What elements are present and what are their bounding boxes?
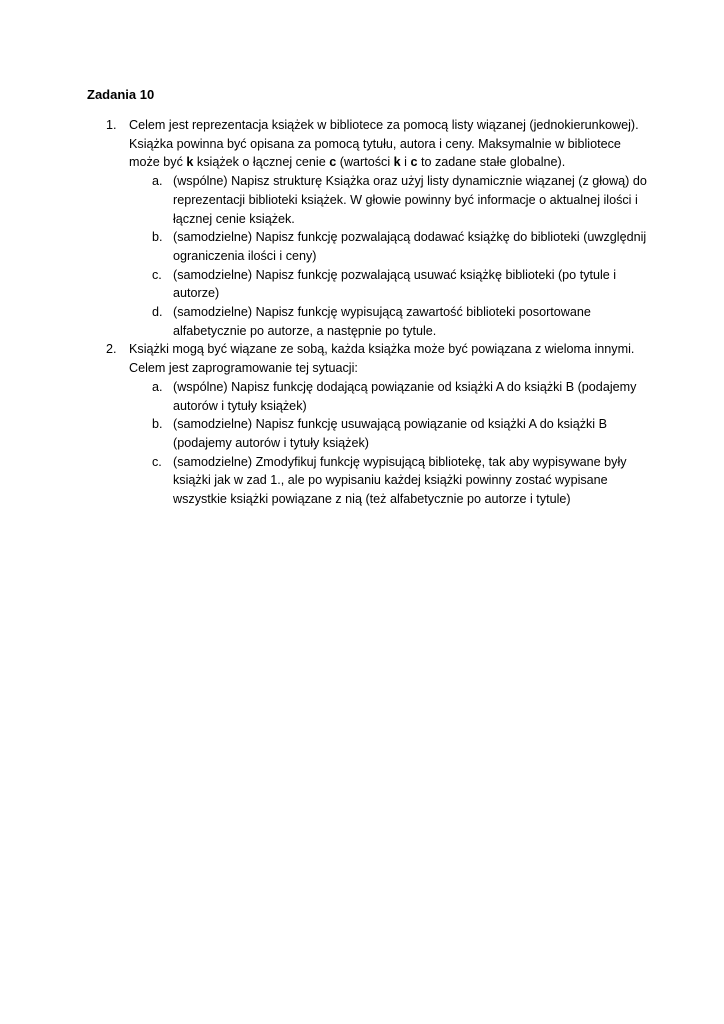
subtask-item-2b bbox=[0, 415, 639, 452]
text-fragment: i bbox=[400, 155, 411, 170]
subtask-text-line: reprezentacji biblioteki książek. W głowie powinny być informacje o aktualnej ilości i bbox=[173, 192, 638, 207]
subtask-text-line: wszystkie książki powiązane z nią (też alfabetycznie po autorze i tytule) bbox=[173, 492, 571, 507]
subtask-item-1c bbox=[0, 266, 639, 303]
subtask-text-line: autorów i tytuły książek) bbox=[173, 398, 307, 413]
bold-variable-k: k bbox=[393, 155, 401, 170]
text-fragment: (wartości bbox=[336, 155, 394, 170]
text-fragment: to zadane stałe globalne). bbox=[417, 155, 566, 170]
task-item-2 bbox=[0, 340, 639, 377]
task-item-1 bbox=[0, 116, 639, 172]
subtask-text-line: (samodzielne) Napisz funkcję pozwalającą usuwać książkę biblioteki (po tytule i bbox=[173, 267, 617, 282]
subtask-text-line: (samodzielne) Napisz funkcję usuwającą powiązanie od książki A do książki B bbox=[173, 417, 607, 432]
task-text-line: Książki mogą być wiązane ze sobą, każda książka może być powiązana z wieloma innymi. bbox=[129, 342, 635, 357]
task-text-line: Książka powinna być opisana za pomocą tytułu, autora i ceny. Maksymalnie w bibliotece bbox=[129, 136, 621, 151]
bold-variable-c: c bbox=[410, 155, 418, 170]
subtask-item-1b bbox=[0, 228, 647, 265]
task-number: 1. bbox=[106, 118, 117, 132]
subtask-letter: d. bbox=[152, 305, 163, 320]
subtask-text-line: (samodzielne) Napisz funkcję pozwalającą dodawać książkę do biblioteki (uwzględnij bbox=[173, 230, 647, 245]
subtask-text-line: (samodzielne) Zmodyfikuj funkcję wypisującą bibliotekę, tak aby wypisywane były bbox=[173, 454, 627, 469]
bold-variable-c: c bbox=[329, 155, 337, 170]
subtask-text-line: ograniczenia ilości i ceny) bbox=[173, 248, 317, 263]
subtask-letter: b. bbox=[152, 417, 163, 432]
task-list bbox=[0, 116, 724, 509]
subtask-letter: b. bbox=[152, 230, 163, 245]
text-fragment: książek o łącznej cenie bbox=[193, 155, 330, 170]
subtask-letter: c. bbox=[152, 267, 162, 282]
subtask-text-line: (podajemy autorów i tytuły książek) bbox=[173, 435, 369, 450]
subtask-item-2a bbox=[0, 378, 639, 415]
task-text-line: Celem jest zaprogramowanie tej sytuacji: bbox=[129, 361, 358, 376]
bold-variable-k: k bbox=[186, 155, 194, 170]
subtask-item-1d bbox=[0, 303, 639, 340]
subtask-text-line: (wspólne) Napisz strukturę Książka oraz użyj listy dynamicznie wiązanej (z głową) do bbox=[173, 174, 647, 189]
text-fragment: może być bbox=[129, 155, 187, 170]
subtask-text-line: alfabetycznie po autorze, a następnie po tytule. bbox=[173, 323, 437, 338]
document-title: Zadania 10 bbox=[87, 87, 155, 102]
task-text-line: Celem jest reprezentacja książek w bibliotece za pomocą listy wiązanej (jednokierunkowej). bbox=[129, 118, 639, 132]
subtask-text-line: książki jak w zad 1., ale po wypisaniu każdej książki powinny zostać wypisane bbox=[173, 473, 608, 488]
subtask-item-2c bbox=[0, 453, 639, 509]
subtask-text-line: łącznej cenie książek. bbox=[173, 211, 295, 226]
task-text-line bbox=[129, 153, 639, 172]
subtask-letter: a. bbox=[152, 174, 163, 189]
task-number: 2. bbox=[106, 342, 117, 357]
subtask-text-line: autorze) bbox=[173, 286, 220, 301]
subtask-text-line: (samodzielne) Napisz funkcję wypisującą zawartość biblioteki posortowane bbox=[173, 305, 591, 320]
subtask-text-line: (wspólne) Napisz funkcję dodającą powiązanie od książki A do książki B (podajemy bbox=[173, 379, 637, 394]
subtask-item-1a bbox=[0, 172, 647, 228]
subtask-letter: a. bbox=[152, 379, 163, 394]
subtask-letter: c. bbox=[152, 454, 162, 469]
